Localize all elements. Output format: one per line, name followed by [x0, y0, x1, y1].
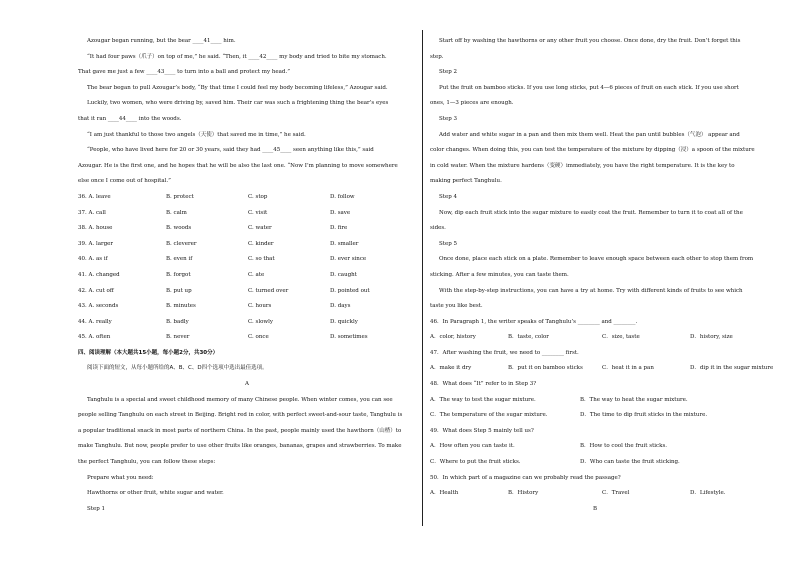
- option: D．dip it in the sugar mixture: [690, 365, 774, 372]
- option: B. calm: [166, 209, 187, 216]
- option: B．The way to heat the sugar mixture.: [580, 396, 688, 403]
- options-row-43: [78, 299, 416, 315]
- option: A．color, history: [430, 334, 476, 341]
- option: C．Where to put the fruit sticks.: [430, 459, 521, 466]
- left-column: [78, 34, 416, 517]
- right-column: [430, 34, 774, 517]
- option: D．The time to dip fruit sticks in the mixture.: [580, 412, 708, 419]
- option: C. so that: [248, 256, 275, 263]
- option: 40. A. as if: [78, 256, 108, 263]
- options-row-50: [430, 486, 760, 502]
- option: C. kinder: [248, 240, 274, 247]
- options-row-48b: [430, 408, 760, 424]
- option: C. once: [248, 334, 269, 341]
- option: D. ever since: [330, 256, 367, 263]
- text-line: “I am just thankful to those two angels（天使）that saved me in time,” he said.: [87, 131, 306, 138]
- text-line: Add water and white sugar in a pan and then mix them well. Heat the pan until bubbles（气泡） appear and: [439, 131, 740, 138]
- text-line: That gave me just a few ____43____ to turn into a ball and protect my head.”: [78, 69, 291, 76]
- option: 37. A. call: [78, 209, 106, 216]
- option: B. cleverer: [166, 240, 197, 247]
- option: 44. A. really: [78, 318, 112, 325]
- option: C. slowly: [248, 318, 273, 325]
- option: B．How to cool the fruit sticks.: [580, 443, 668, 450]
- text-line: Start off by washing the hawthorns or any other fruit you choose. Once done, dry the fruit. Don’t forget this: [439, 38, 741, 44]
- passage-line: people selling Tanghulu on each street in Beijing. Bright red in color, with perfect sweet-and-sour taste, Tanghulu is: [78, 412, 403, 419]
- column-divider: [422, 30, 423, 526]
- option: D. quickly: [330, 318, 358, 325]
- option: B. protect: [166, 193, 194, 200]
- passage-label: B: [592, 505, 598, 512]
- option: B．History: [508, 490, 539, 497]
- option: D. follow: [330, 193, 355, 200]
- option: 45. A. often: [78, 334, 111, 341]
- text-line: Once done, place each stick on a plate. Remember to leave enough space between each other to stop them from: [439, 256, 754, 263]
- text-line: making perfect Tanghulu.: [430, 178, 502, 185]
- option: A．The way to test the sugar mixture.: [430, 396, 536, 403]
- option: D. sometimes: [330, 334, 368, 341]
- text-line: ones, 1—3 pieces are enough.: [430, 100, 514, 107]
- section-instruction: 阅读下面的短文，从每小题所给的A、B、C、D四个选项中选出最佳选项。: [87, 365, 268, 372]
- options-row-46: [430, 330, 760, 346]
- option: B. minutes: [166, 303, 196, 310]
- option: C．heat it in a pan: [602, 365, 654, 372]
- text-line: in cold water. When the mixture hardens（变硬）immediately, you have the right temperature. It is the key to: [430, 162, 735, 169]
- passage-label: A: [245, 381, 249, 388]
- passage-line: the perfect Tanghulu, you can follow these steps:: [78, 459, 216, 466]
- option: C. turned over: [248, 287, 289, 294]
- prepare-heading: Prepare what you need:: [87, 474, 154, 481]
- text-line: Put the fruit on bamboo sticks. If you use long sticks, put 4—6 pieces of fruit on each stick. If you use short: [439, 84, 739, 91]
- text-line: step.: [430, 53, 444, 60]
- option: C. hours: [248, 303, 272, 310]
- text-line: taste you like best.: [430, 303, 483, 310]
- option: A．How often you can taste it.: [430, 443, 515, 450]
- text-line: With the step-by-step instructions, you can have a try at home. Try with different kinds of fruits to see which: [439, 287, 743, 294]
- option: C. visit: [248, 209, 268, 216]
- option: C．The temperature of the sugar mixture.: [430, 412, 548, 419]
- text-line: Now, dip each fruit stick into the sugar mixture to easily coat the fruit. Remember to turn it to coat all of the: [439, 209, 743, 216]
- passage-line: Tanghulu is a special and sweet childhood memory of many Chinese people. When winter comes, you can see: [87, 396, 393, 403]
- option: D．history, size: [690, 334, 733, 341]
- text-line: “It had four paws（爪子）on top of me,” he said. “Then, it ____42____ my body and tried to bite my stomach.: [87, 53, 387, 60]
- question-48: 48．What does “It” refer to in Step 3?: [430, 381, 537, 388]
- option: A．Health: [430, 490, 459, 497]
- option: C. stop: [248, 193, 268, 200]
- step-label: Step 4: [439, 193, 458, 200]
- options-row-49b: [430, 455, 760, 471]
- options-row-47: [430, 361, 774, 377]
- option: D. caught: [330, 271, 357, 278]
- option: D．Who can taste the fruit sticking.: [580, 459, 680, 466]
- step-label: Step 1: [87, 505, 106, 512]
- text-line: sides.: [430, 225, 446, 232]
- option: 39. A. larger: [78, 240, 114, 247]
- option: B．put it on bamboo sticks: [508, 365, 583, 372]
- option: B. badly: [166, 318, 189, 325]
- text-line: that it ran ____44____ into the woods.: [78, 115, 182, 122]
- option: B. never: [166, 334, 190, 341]
- option: C．Travel: [602, 490, 630, 497]
- text-line: The bear began to pull Azougar’s body, “By that time I could feel my body becoming lifeless,” Azougar said.: [87, 84, 388, 91]
- option: B. put up: [166, 287, 192, 294]
- section-heading: 四、阅读理解（本大题共15小题，每小题2分，共30分）: [78, 349, 219, 356]
- text-line: “People, who have lived here for 20 or 30 years, said they had ____45____ seen anything like this,” said: [87, 147, 374, 154]
- options-row-37: [78, 206, 416, 222]
- option: 43. A. seconds: [78, 303, 119, 310]
- step-label: Step 3: [439, 115, 458, 122]
- option: B. even if: [166, 256, 193, 263]
- text-line: else once I come out of hospital.”: [78, 178, 171, 185]
- option: C. water: [248, 225, 272, 232]
- text-line: Azougar began running, but the bear ____41____ him.: [87, 38, 236, 44]
- text-line: color changes. When doing this, you can test the temperature of the mixture by dipping（浸）a spoon of the mixture: [430, 147, 755, 154]
- option: 38. A. house: [78, 225, 113, 232]
- passage-line: make Tanghulu. But now, people prefer to use other fruits like oranges, bananas, grapes and strawberries. To make: [78, 443, 402, 450]
- option: C．size, taste: [602, 334, 640, 341]
- options-row-45: [78, 330, 416, 346]
- options-row-36: [78, 190, 416, 206]
- option: D. smaller: [330, 240, 359, 247]
- option: C. ate: [248, 271, 265, 278]
- options-row-40: [78, 252, 416, 268]
- option: D. days: [330, 303, 351, 310]
- option: B. woods: [166, 225, 192, 232]
- option: A．make it dry: [430, 365, 472, 372]
- options-row-42: [78, 284, 416, 300]
- question-47: 47．After washing the fruit, we need to ________ first.: [430, 349, 579, 356]
- step-label: Step 2: [439, 69, 458, 76]
- question-49: 49．What does Step 5 mainly tell us?: [430, 427, 534, 434]
- question-50: 50．In which part of a magazine can we probably read the passage?: [430, 474, 621, 481]
- option: D. fire: [330, 225, 348, 232]
- option: 42. A. cut off: [78, 287, 114, 294]
- options-row-44: [78, 315, 416, 331]
- option: B. forgot: [166, 271, 191, 278]
- option: 36. A. leave: [78, 193, 111, 200]
- option: D. save: [330, 209, 351, 216]
- question-46: 46．In Paragraph 1, the writer speaks of Tanghulu’s ________ and ________.: [430, 318, 638, 325]
- passage-line: a popular traditional snack in most parts of northern China. In the past, people mainly used the hawthorn（山楂）to: [78, 427, 402, 434]
- option: D．Lifestyle.: [690, 490, 726, 497]
- text-line: sticking. After a few minutes, you can taste them.: [430, 271, 569, 278]
- option: 41. A. changed: [78, 271, 120, 278]
- options-row-48a: [430, 393, 760, 409]
- option: D. pointed out: [330, 287, 370, 294]
- options-row-49a: [430, 439, 760, 455]
- text-line: Azougar. He is the first one, and he hopes that he will be also the last one. “Now I’m planning to move somewhere: [78, 162, 398, 169]
- prepare-items: Hawthorns or other fruit, white sugar and water.: [87, 490, 224, 497]
- step-label: Step 5: [439, 240, 458, 247]
- options-row-38: [78, 221, 416, 237]
- text-line: Luckily, two women, who were driving by, saved him. Their car was such a frightening thing the bear’s eyes: [87, 100, 389, 107]
- options-row-41: [78, 268, 416, 284]
- option: B．taste, color: [508, 334, 549, 341]
- options-row-39: [78, 237, 416, 253]
